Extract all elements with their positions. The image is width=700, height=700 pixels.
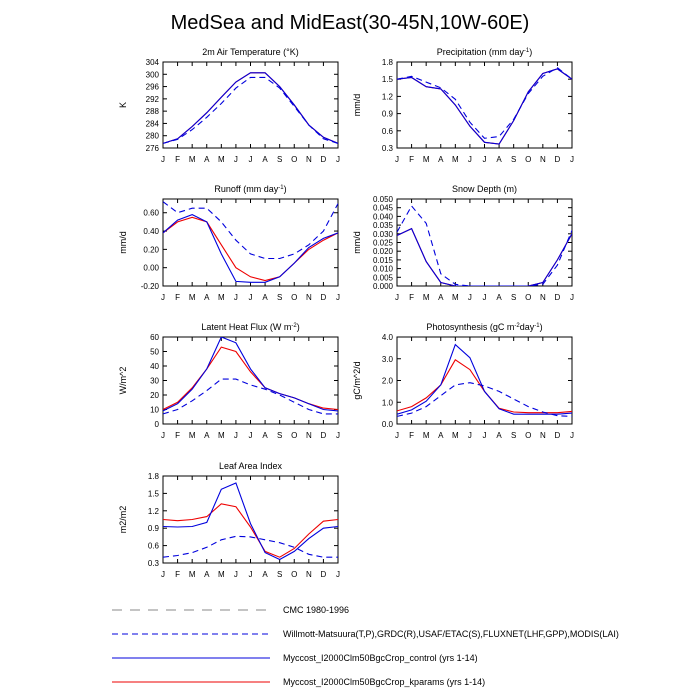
panel-4 — [352, 184, 574, 302]
panel-title: Leaf Area Index — [218, 461, 283, 471]
y-tick-label: 292 — [145, 94, 159, 104]
y-tick-label: 0.020 — [372, 247, 393, 257]
y-tick-label: 30 — [150, 376, 159, 386]
x-tick-label: N — [305, 570, 312, 579]
y-tick-label: 0.9 — [381, 109, 393, 119]
y-tick-label: 2.0 — [381, 376, 393, 386]
y-tick-label: 0.035 — [372, 221, 393, 231]
x-tick-label: A — [262, 155, 268, 164]
x-tick-label: O — [291, 155, 298, 164]
series-line-2 — [397, 229, 572, 286]
series-line-1 — [163, 217, 338, 280]
x-tick-label: A — [262, 293, 268, 302]
x-tick-label: J — [233, 431, 238, 440]
y-tick-label: 0.20 — [143, 245, 159, 255]
y-axis-label: mm/d — [352, 231, 362, 254]
x-tick-label: M — [217, 155, 225, 164]
x-tick-label: N — [539, 155, 546, 164]
x-tick-label: D — [554, 155, 561, 164]
series-line-2 — [397, 69, 572, 144]
x-tick-label: S — [510, 155, 517, 164]
y-tick-label: 1.8 — [147, 472, 159, 481]
y-tick-label: 1.8 — [381, 58, 393, 67]
x-tick-label: J — [395, 155, 399, 164]
series-line-1 — [163, 504, 338, 557]
x-tick-label: N — [539, 431, 546, 440]
x-tick-label: F — [175, 155, 181, 164]
y-tick-label: 1.2 — [381, 92, 393, 102]
panel-title: Photosynthesis (gC $m^{-2}day^{-1}$) — [426, 322, 543, 332]
x-tick-label: J — [336, 293, 340, 302]
y-axis-label: mm/d — [118, 231, 128, 254]
x-tick-label: F — [409, 431, 415, 440]
series-line-1 — [163, 73, 338, 144]
x-tick-label: J — [482, 155, 487, 164]
series-line-3 — [163, 379, 338, 414]
legend-label: Willmott-Matsuura(T,P),GRDC(R),USAF/ETAC(S),FLUXNET(LHF,GPP),MODIS(LAI) — [283, 629, 619, 639]
y-tick-label: 304 — [145, 58, 159, 67]
panel-7 — [118, 461, 340, 579]
y-tick-label: 0.050 — [372, 195, 393, 204]
x-tick-label: A — [496, 293, 502, 302]
x-tick-label: N — [305, 155, 312, 164]
figure-title: MedSea and MidEast(30-45N,10W-60E) — [170, 12, 530, 34]
x-tick-label: J — [482, 431, 487, 440]
x-tick-label: J — [248, 431, 253, 440]
x-tick-label: O — [291, 570, 298, 579]
legend-label: CMC 1980-1996 — [283, 605, 350, 615]
y-tick-label: 284 — [145, 119, 159, 129]
y-tick-label: 10 — [150, 405, 159, 415]
y-tick-label: 0.0 — [381, 420, 393, 429]
legend-label: Myccost_I2000Clm50BgcCrop_control (yrs 1-14) — [283, 653, 478, 663]
y-tick-label: 1.5 — [381, 75, 393, 85]
series-line-3 — [163, 202, 338, 259]
plot-frame — [397, 337, 572, 424]
y-axis-label: mm/d — [352, 93, 362, 117]
x-tick-label: N — [539, 293, 546, 302]
x-tick-label: J — [233, 293, 238, 302]
series-line-1 — [163, 347, 338, 409]
x-tick-label: O — [291, 293, 298, 302]
y-tick-label: 3.0 — [381, 354, 393, 364]
x-tick-label: N — [305, 431, 312, 440]
legend — [112, 605, 619, 687]
x-tick-label: J — [482, 293, 487, 302]
x-tick-label: M — [451, 431, 459, 440]
x-tick-label: S — [276, 155, 283, 164]
x-tick-label: J — [395, 431, 399, 440]
x-tick-label: A — [438, 293, 444, 302]
panel-title: Precipitation (mm day$^{-1}$) — [436, 47, 533, 57]
x-tick-label: J — [336, 431, 340, 440]
x-tick-label: S — [276, 431, 283, 440]
series-line-2 — [163, 73, 338, 144]
x-tick-label: O — [525, 431, 532, 440]
x-tick-label: J — [233, 570, 238, 579]
x-tick-label: D — [554, 293, 561, 302]
plot-frame — [397, 62, 572, 148]
panel-3 — [118, 184, 340, 302]
y-axis-label: K — [118, 101, 128, 109]
panel-2 — [352, 47, 574, 164]
panel-title: 2m Air Temperature (°K) — [202, 47, 299, 57]
x-tick-label: S — [276, 570, 283, 579]
y-tick-label: 0.045 — [372, 203, 393, 213]
x-tick-label: M — [217, 570, 225, 579]
y-tick-label: 0.3 — [147, 559, 159, 568]
panel-title: Runoff (mm day$^{-1}$) — [214, 184, 287, 194]
y-tick-label: 1.0 — [381, 398, 393, 408]
y-tick-label: 4.0 — [381, 333, 393, 342]
y-tick-label: 0.6 — [381, 126, 393, 136]
x-tick-label: F — [409, 155, 415, 164]
panel-1 — [118, 47, 340, 164]
y-tick-label: 296 — [145, 82, 159, 92]
series-line-2 — [163, 337, 338, 411]
y-tick-label: 0.040 — [372, 212, 393, 222]
x-tick-label: J — [161, 155, 165, 164]
x-tick-label: O — [525, 155, 532, 164]
y-axis-label: m2/m2 — [118, 505, 128, 534]
x-tick-label: J — [395, 293, 399, 302]
y-tick-label: 0.6 — [147, 541, 159, 551]
y-tick-label: 0.010 — [372, 264, 393, 274]
y-tick-label: 288 — [145, 107, 159, 117]
x-tick-label: J — [161, 431, 165, 440]
x-tick-label: J — [570, 155, 574, 164]
x-tick-label: S — [510, 293, 517, 302]
x-tick-label: M — [422, 293, 430, 302]
x-tick-label: M — [217, 431, 225, 440]
x-tick-label: D — [320, 570, 327, 579]
y-tick-label: 0.005 — [372, 273, 393, 283]
series-line-2 — [397, 345, 572, 415]
series-line-3 — [163, 77, 338, 143]
x-tick-label: F — [175, 570, 181, 579]
x-tick-label: M — [188, 293, 196, 302]
x-tick-label: J — [248, 155, 253, 164]
y-tick-label: 0.3 — [381, 144, 393, 153]
x-tick-label: D — [554, 431, 561, 440]
y-tick-label: 1.2 — [147, 506, 159, 516]
x-tick-label: A — [438, 155, 444, 164]
x-tick-label: N — [305, 293, 312, 302]
x-tick-label: A — [496, 155, 502, 164]
series-line-3 — [397, 68, 572, 139]
x-tick-label: M — [422, 155, 430, 164]
x-tick-label: M — [451, 293, 459, 302]
y-tick-label: 0.40 — [143, 227, 159, 237]
x-tick-label: F — [409, 293, 415, 302]
series-line-3 — [397, 206, 572, 286]
y-tick-label: 60 — [150, 333, 159, 342]
x-tick-label: J — [233, 155, 238, 164]
x-tick-label: M — [188, 431, 196, 440]
y-tick-label: 0.60 — [143, 208, 159, 218]
plot-frame — [163, 62, 338, 148]
x-tick-label: A — [496, 431, 502, 440]
x-tick-label: J — [161, 570, 165, 579]
x-tick-label: F — [175, 293, 181, 302]
x-tick-label: J — [467, 431, 472, 440]
y-tick-label: 0.015 — [372, 255, 393, 265]
x-tick-label: A — [204, 155, 210, 164]
y-tick-label: -0.20 — [140, 282, 159, 291]
x-tick-label: A — [262, 431, 268, 440]
x-tick-label: J — [570, 431, 574, 440]
y-tick-label: 50 — [150, 347, 159, 357]
y-tick-label: 0.030 — [372, 229, 393, 239]
plot-frame — [397, 199, 572, 286]
x-tick-label: A — [438, 431, 444, 440]
x-tick-label: J — [336, 155, 340, 164]
x-tick-label: J — [336, 570, 340, 579]
x-tick-label: A — [262, 570, 268, 579]
series-line-3 — [163, 536, 338, 557]
y-tick-label: 1.5 — [147, 489, 159, 499]
x-tick-label: S — [510, 431, 517, 440]
y-tick-label: 0.025 — [372, 238, 393, 248]
x-tick-label: J — [467, 155, 472, 164]
x-tick-label: D — [320, 293, 327, 302]
x-tick-label: M — [188, 570, 196, 579]
y-axis-label: gC/m^2/d — [352, 361, 362, 400]
x-tick-label: J — [248, 293, 253, 302]
y-tick-label: 276 — [145, 144, 159, 153]
panel-6 — [352, 322, 574, 440]
x-tick-label: D — [320, 431, 327, 440]
y-tick-label: 0.000 — [372, 282, 393, 291]
series-line-1 — [397, 69, 572, 144]
x-tick-label: M — [422, 431, 430, 440]
x-tick-label: F — [175, 431, 181, 440]
x-tick-label: O — [291, 431, 298, 440]
x-tick-label: A — [204, 293, 210, 302]
legend-label: Myccost_I2000Clm50BgcCrop_kparams (yrs 1-14) — [283, 677, 486, 687]
x-tick-label: J — [248, 570, 253, 579]
x-tick-label: S — [276, 293, 283, 302]
panel-title: Latent Heat Flux (W $m^{-2}$) — [201, 322, 300, 332]
y-tick-label: 0.00 — [143, 263, 159, 273]
x-tick-label: J — [161, 293, 165, 302]
series-line-2 — [163, 483, 338, 560]
x-tick-label: A — [204, 431, 210, 440]
x-tick-label: M — [217, 293, 225, 302]
y-tick-label: 40 — [150, 362, 159, 371]
x-tick-label: J — [570, 293, 574, 302]
series-line-2 — [163, 215, 338, 283]
x-tick-label: J — [467, 293, 472, 302]
x-tick-label: A — [204, 570, 210, 579]
panel-title: Snow Depth (m) — [451, 184, 518, 194]
panel-5 — [118, 322, 340, 440]
y-tick-label: 0.9 — [147, 524, 159, 534]
y-axis-label: W/m^2 — [118, 366, 128, 395]
plot-frame — [163, 199, 338, 286]
y-tick-label: 300 — [145, 70, 159, 80]
y-tick-label: 20 — [150, 391, 159, 400]
y-tick-label: 0 — [154, 420, 159, 429]
x-tick-label: M — [188, 155, 196, 164]
x-tick-label: O — [525, 293, 532, 302]
x-tick-label: M — [451, 155, 459, 164]
y-tick-label: 280 — [145, 131, 159, 141]
x-tick-label: D — [320, 155, 327, 164]
series-line-1 — [397, 360, 572, 413]
